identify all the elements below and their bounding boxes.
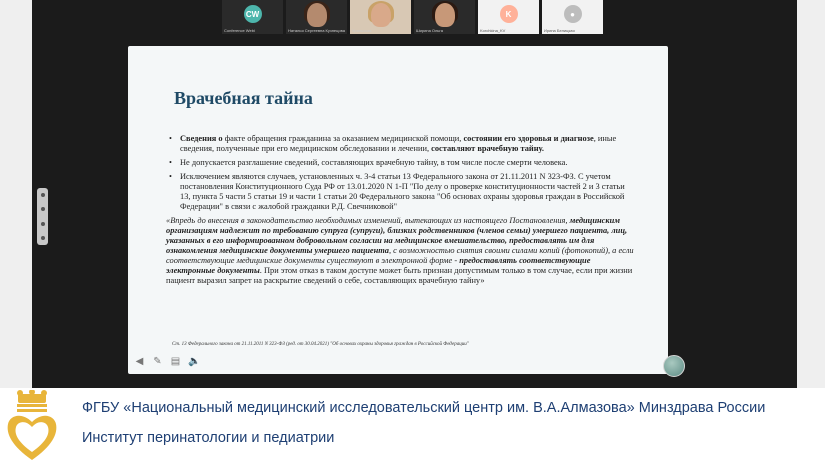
toolbar-dot-icon <box>41 222 45 226</box>
slides-icon[interactable]: ▤ <box>170 356 181 367</box>
bullet-text: Исключением являются случаев, установленных ч. 3-4 статьи 13 Федерального закона от 21.11.2011 N 323-ФЗ. С учетом постановления Конституционного Суда РФ от 13.01.2020 N 1-П "По делу о проверке конституционности частей 2 и 3 статьи 13, пункта 5 части 5 статьи 19 и части 1 статьи 20 Федерального закона "Об основах охраны здоровья граждан в Российской Федерации" в связи с жалобой гражданки Р.Д. Свечниковой" <box>180 172 625 211</box>
participant-tile[interactable] <box>350 0 411 34</box>
participant-tile[interactable] <box>414 0 475 34</box>
slide-navigation-button[interactable] <box>663 355 685 377</box>
bullet-text-strong: состоянии его здоровья и диагнозе <box>463 134 594 143</box>
left-margin <box>0 0 32 388</box>
participant-video <box>307 3 327 27</box>
participant-name: Уральская <box>352 28 372 33</box>
quote-text: . При этом отказ в таком доступе может быть признан допустимым только в том случае, если при жизни пациент выразил запрет на раскрытие сведений о себе, составляющих врачебную тайну» <box>166 266 633 285</box>
participant-strip <box>222 0 604 34</box>
right-margin <box>797 0 825 388</box>
participant-tile[interactable] <box>286 0 347 34</box>
quote-text-strong: медицинским организациям надлежит по требованию супруга (супруги), близких родственников (членов семьи) умершего пациента, лиц, указанных в его информированном добровольном согласии на медицинское вмешательство, предоставлять им для ознакомления медицинские документы умершего пациента <box>166 216 628 255</box>
participant-tile[interactable] <box>478 0 539 34</box>
bullet-text: Не допускается разглашение сведений, составляющих врачебную тайну, в том числе после смерти человека. <box>180 158 568 167</box>
toolbar-dot-icon <box>41 236 45 240</box>
slide-bullet <box>166 158 636 168</box>
bullet-text: , иные сведения, полученные при его медицинском обследовании и лечении, <box>180 134 617 153</box>
quote-text-strong: предоставлять соответствующие электронные документы <box>166 256 591 275</box>
participant-video <box>435 3 455 27</box>
participant-avatar: K <box>500 5 518 23</box>
bullet-text: факте обращения гражданина за оказанием медицинской помощи, <box>222 134 464 143</box>
participant-tile[interactable] <box>542 0 603 34</box>
slide-quote <box>166 216 636 286</box>
bullet-text-strong: составляют врачебную тайну. <box>431 144 544 153</box>
bullet-icon: • <box>169 134 172 143</box>
slide-bullet <box>166 134 636 154</box>
institute-name: Институт перинатологии и педиатрии <box>82 430 335 446</box>
participant-name: Korchkina_KV <box>480 28 506 33</box>
slide-citation: Ст. 13 Федерального закона от 21.11.2011 N 323-ФЗ (ред. от 30.04.2021) "Об основах охраны здоровья граждан в Российской Федерации" <box>172 342 469 347</box>
bullet-icon: • <box>169 158 172 167</box>
participant-video <box>371 3 391 27</box>
footer-banner <box>0 388 825 467</box>
toolbar-dot-icon <box>41 193 45 197</box>
institution-name: ФГБУ «Национальный медицинский исследовательский центр им. В.А.Алмазова» Минздрава России <box>82 400 766 416</box>
slide-bullet <box>166 172 636 212</box>
pen-icon[interactable]: ✎ <box>153 356 162 367</box>
user-icon: ● <box>564 5 582 23</box>
almazov-logo <box>4 390 60 464</box>
participant-name: Conference Webi <box>224 28 255 33</box>
bullet-icon: • <box>169 172 172 181</box>
participant-name: Ирина Белицкая <box>544 28 575 33</box>
bullet-text-strong: Сведения о <box>180 134 223 143</box>
participant-name: Наталья Сергеевна Кузнецова <box>288 28 345 33</box>
slide-viewer <box>128 46 668 374</box>
arrow-left-icon[interactable]: ◀ <box>135 356 144 367</box>
participant-avatar: CW <box>244 5 262 23</box>
quote-text: «Впредь до внесения в законодательство необходимых изменений, вытекающих из настоящего Постановления, <box>166 216 570 225</box>
participant-name: Ширина Ольга <box>416 28 443 33</box>
speaker-icon[interactable]: 🔈 <box>188 356 201 367</box>
slide-body <box>166 134 636 286</box>
slide-toolbar <box>134 356 199 367</box>
participant-tile[interactable] <box>222 0 283 34</box>
slide-title: Врачебная тайна <box>174 88 313 108</box>
toolbar-dot-icon <box>41 207 45 211</box>
left-floating-toolbar[interactable] <box>37 188 48 245</box>
quote-text: , с возможностью снятия своими силами копий (фотокопий), а если соответствующие медицинские документы существуют в электронной форме - <box>166 246 634 265</box>
